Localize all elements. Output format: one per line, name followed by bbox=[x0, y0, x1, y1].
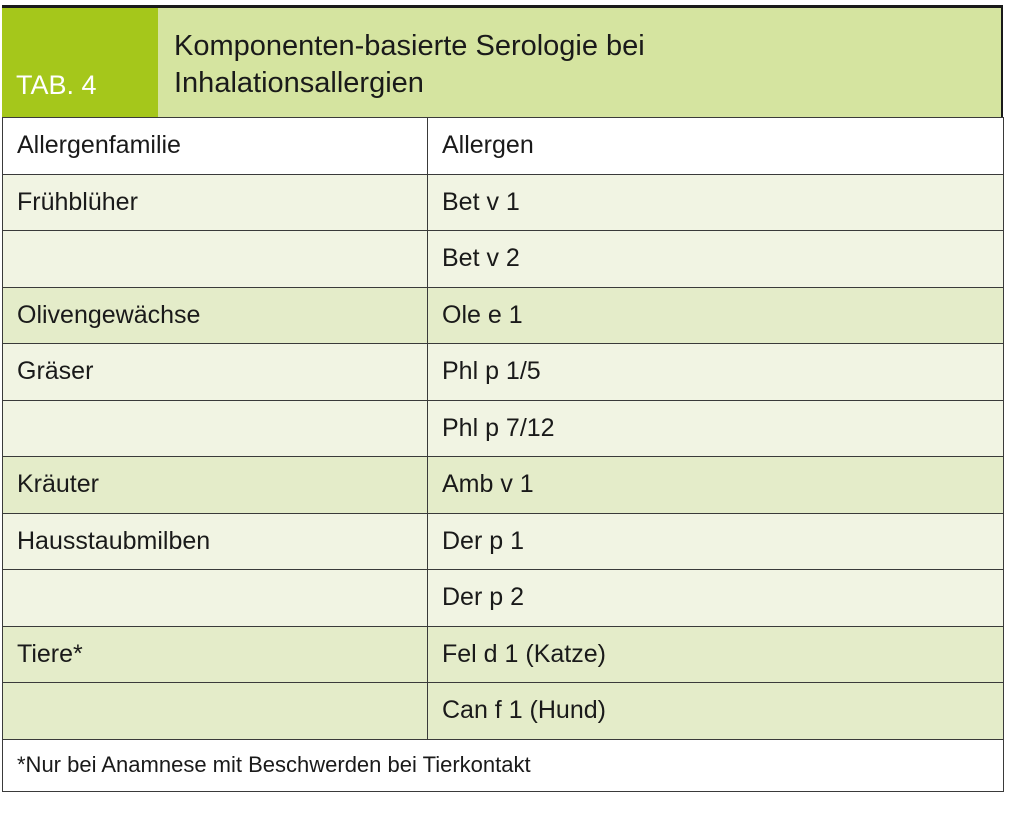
table-row bbox=[3, 457, 1004, 514]
table-row bbox=[3, 626, 1004, 683]
table-row bbox=[3, 287, 1004, 344]
cell-family: Gräser bbox=[3, 344, 428, 401]
footnote-row bbox=[3, 739, 1004, 791]
cell-family: Tiere* bbox=[3, 626, 428, 683]
cell-allergen: Can f 1 (Hund) bbox=[428, 683, 1004, 740]
table-row bbox=[3, 570, 1004, 627]
cell-allergen: Phl p 7/12 bbox=[428, 400, 1004, 457]
table-row bbox=[3, 400, 1004, 457]
cell-family: Frühblüher bbox=[3, 174, 428, 231]
cell-family bbox=[3, 400, 428, 457]
column-header-row bbox=[3, 118, 1004, 175]
cell-family: Olivengewächse bbox=[3, 287, 428, 344]
cell-allergen: Bet v 2 bbox=[428, 231, 1004, 288]
table-title-line-1: Komponenten-basierte Serologie bei bbox=[174, 30, 645, 62]
cell-allergen: Bet v 1 bbox=[428, 174, 1004, 231]
table-header bbox=[2, 5, 1003, 117]
table-footnote: *Nur bei Anamnese mit Beschwerden bei Tierkontakt bbox=[3, 739, 1004, 791]
cell-allergen: Amb v 1 bbox=[428, 457, 1004, 514]
cell-allergen: Phl p 1/5 bbox=[428, 344, 1004, 401]
table-number-label: TAB. 4 bbox=[2, 8, 158, 117]
table-row bbox=[3, 683, 1004, 740]
table-row bbox=[3, 231, 1004, 288]
cell-allergen: Der p 1 bbox=[428, 513, 1004, 570]
table-row bbox=[3, 344, 1004, 401]
cell-allergen: Der p 2 bbox=[428, 570, 1004, 627]
table-title-line-2: Inhalationsallergien bbox=[174, 67, 424, 99]
cell-allergen: Fel d 1 (Katze) bbox=[428, 626, 1004, 683]
table-row bbox=[3, 174, 1004, 231]
allergen-table-figure bbox=[2, 5, 1003, 792]
cell-family: Hausstaubmilben bbox=[3, 513, 428, 570]
column-header-family: Allergenfamilie bbox=[3, 118, 428, 175]
cell-family: Kräuter bbox=[3, 457, 428, 514]
allergen-table bbox=[2, 117, 1004, 792]
cell-family bbox=[3, 570, 428, 627]
cell-family bbox=[3, 683, 428, 740]
cell-allergen: Ole e 1 bbox=[428, 287, 1004, 344]
table-row bbox=[3, 513, 1004, 570]
table-title bbox=[158, 8, 1001, 117]
column-header-allergen: Allergen bbox=[428, 118, 1004, 175]
cell-family bbox=[3, 231, 428, 288]
